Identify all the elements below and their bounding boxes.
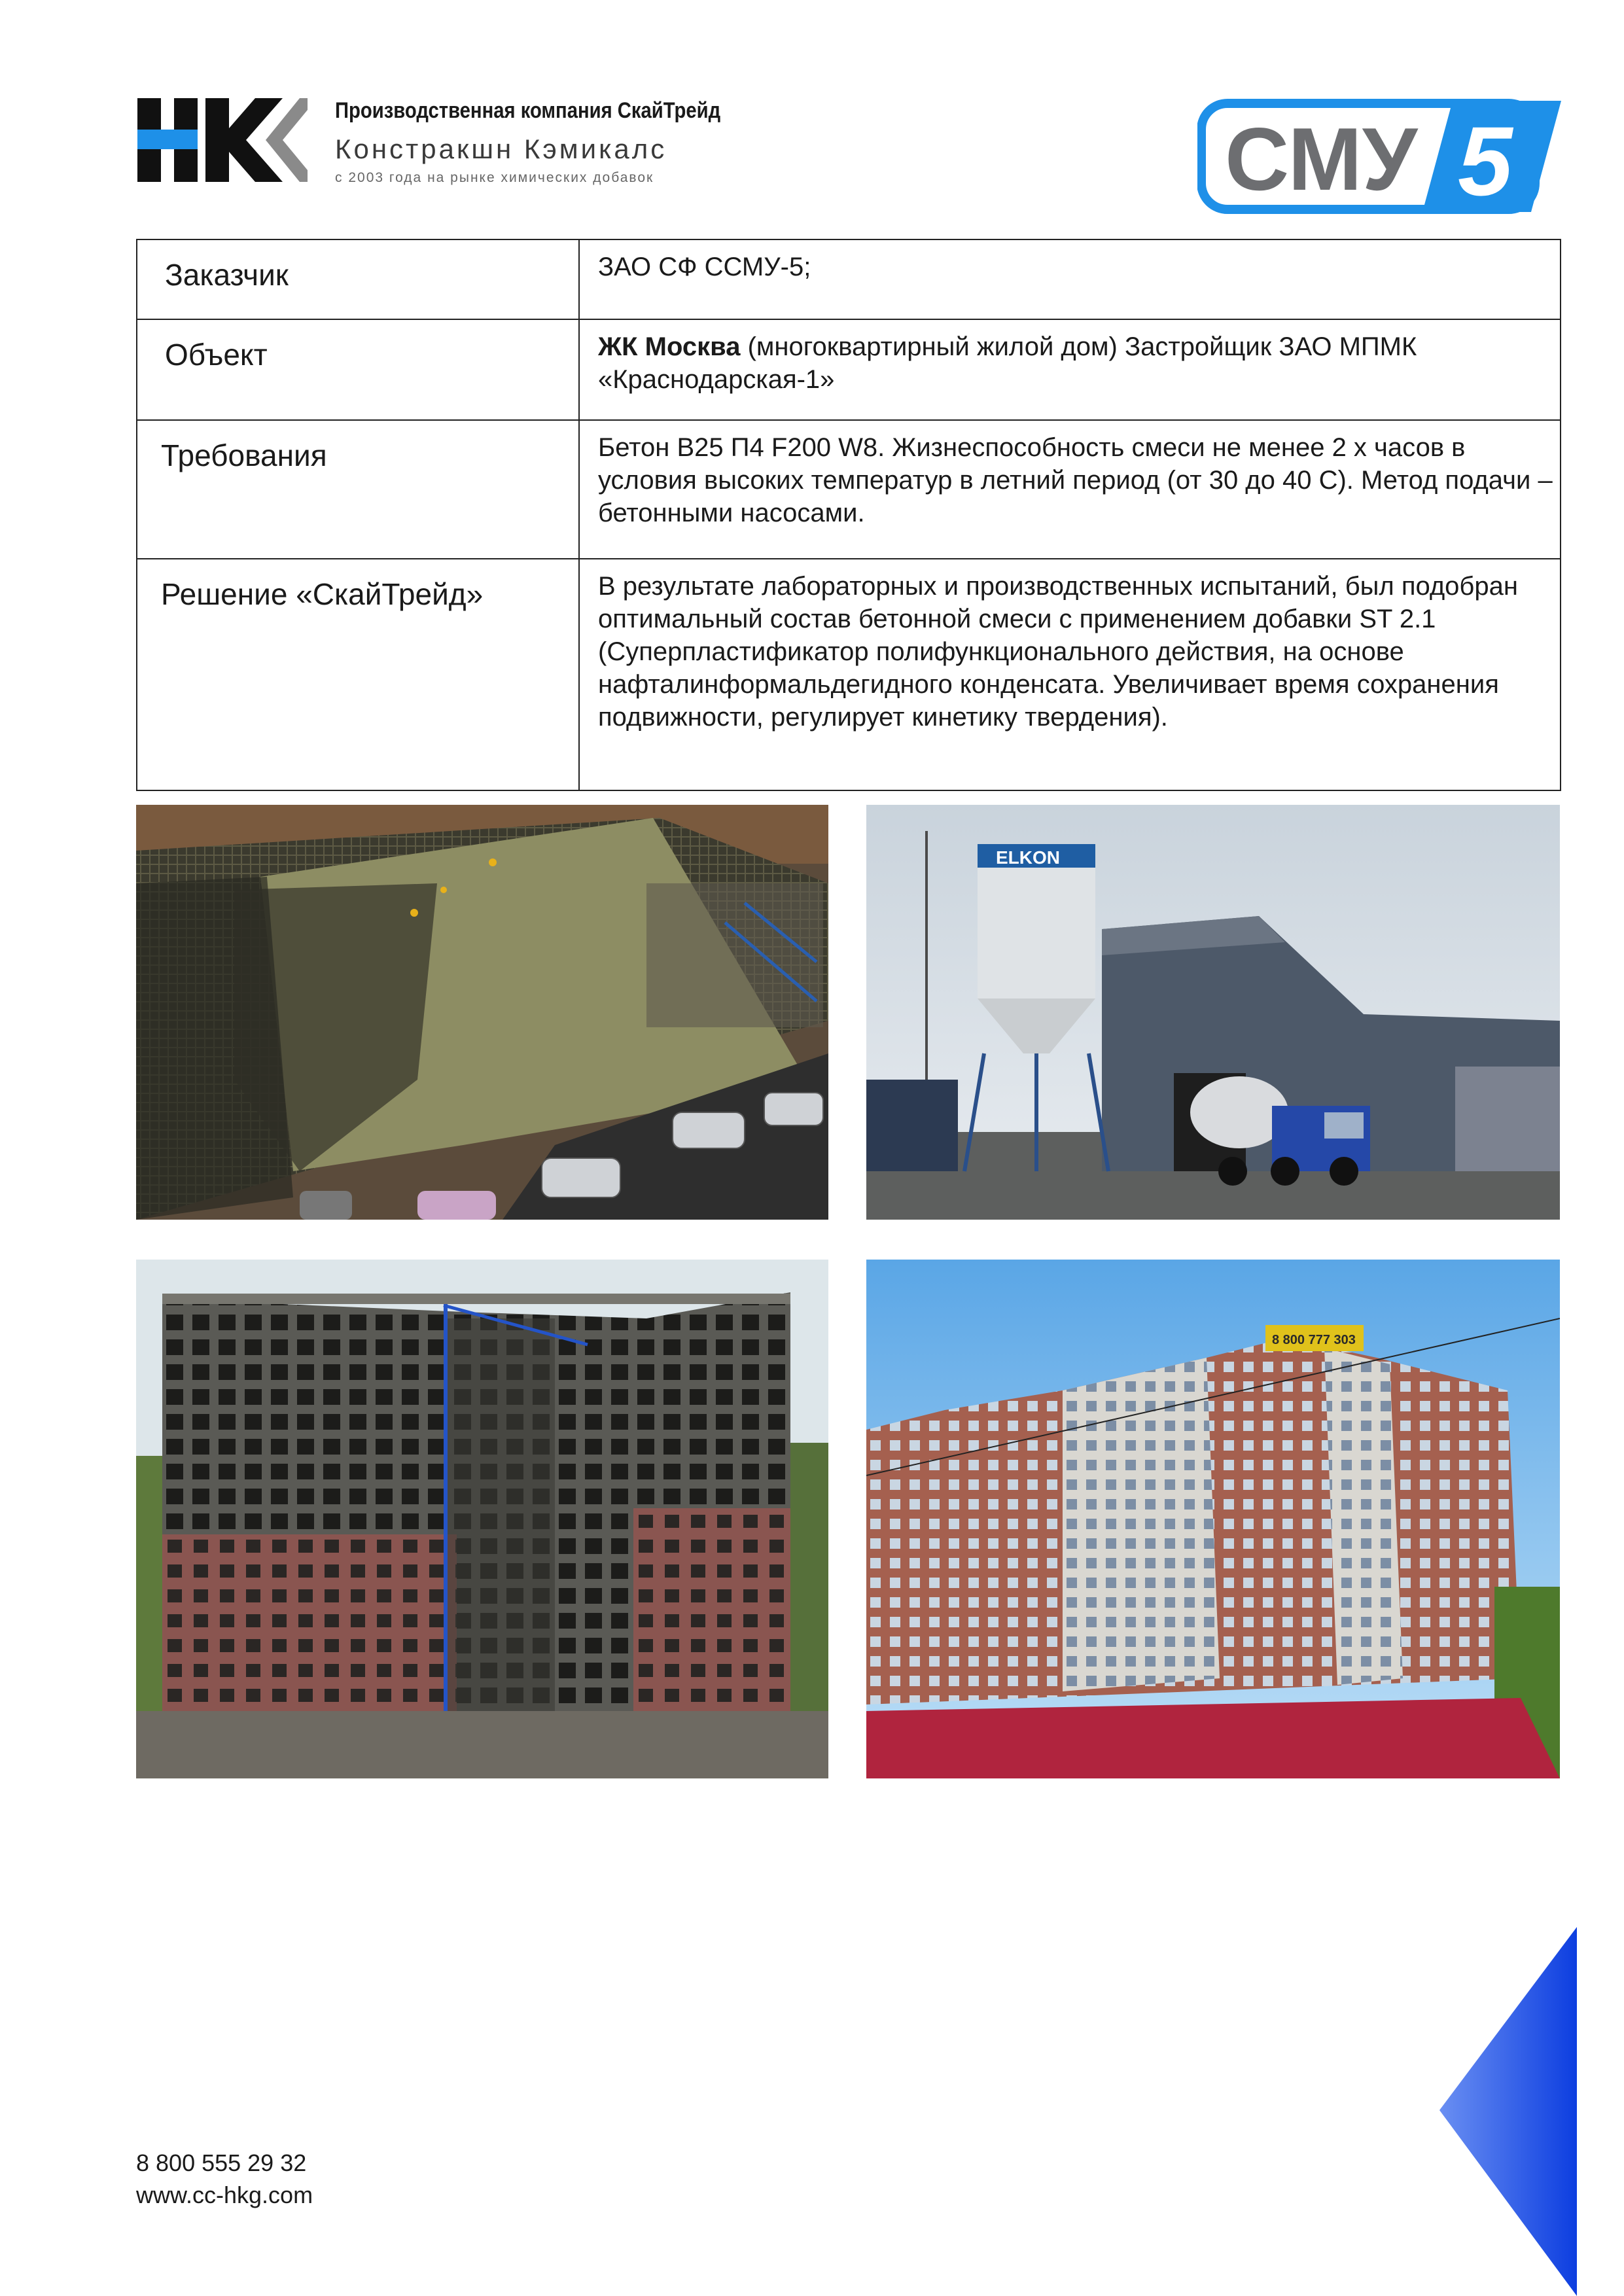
row-value-customer: ЗАО СФ ССМУ-5;: [579, 239, 1561, 319]
object-name: ЖК Москва: [598, 332, 741, 361]
partner-logo-text: СМУ: [1225, 109, 1418, 209]
footer-phone: 8 800 555 29 32: [136, 2149, 307, 2176]
decorative-triangle-icon: [1433, 1927, 1577, 2296]
row-value-requirements: Бетон В25 П4 F200 W8. Жизнеспособность смеси не менее 2 х часов в условия высоких температур в летний период (от 30 до 40 С). Метод подачи – бетонными насосами.: [579, 420, 1561, 559]
row-label-customer: Заказчик: [137, 239, 579, 319]
table-row: [137, 559, 1561, 790]
row-value-solution: В результате лабораторных и производственных испытаний, был подобран оптимальный состав бетонной смеси с применением добавки ST 2.1 (Суперпластификатор полифункционального действия, на основе нафталинформальдегидного конденсата. Увеличивает время сохранения подвижности, регулирует кинетику твердения).: [579, 559, 1561, 790]
photo-completed-building: [866, 1260, 1560, 1778]
object-description: (многоквартирный жилой дом) Застройщик ЗАО МПМК «Краснодарская-1»: [598, 332, 1417, 394]
footer-website[interactable]: www.cc-hkg.com: [136, 2181, 313, 2208]
table-row: [137, 239, 1561, 319]
banner-phone: 8 800 777 303: [1272, 1333, 1356, 1347]
photo-building-construction: [136, 1260, 828, 1778]
row-label-requirements: Требования: [137, 420, 579, 559]
photo-slab-pour: [136, 805, 828, 1220]
project-info-table: [136, 239, 1561, 791]
table-row: [137, 420, 1561, 559]
company-logo-icon: [137, 98, 308, 182]
row-label-solution: Решение «СкайТрейд»: [137, 559, 579, 790]
company-tagline: с 2003 года на рынке химических добавок: [335, 170, 654, 185]
photo-concrete-plant: [866, 805, 1560, 1220]
partner-logo-number: 5: [1458, 106, 1513, 216]
row-value-object: [579, 319, 1561, 420]
silo-sign: ELKON: [996, 847, 1060, 868]
company-name: Производственная компания СкайТрейд: [335, 98, 721, 123]
partner-logo-icon: [1197, 97, 1564, 216]
table-row: [137, 319, 1561, 420]
row-label-object: Объект: [137, 319, 579, 420]
company-subtitle: Констракшн Кэмикалс: [335, 133, 667, 164]
